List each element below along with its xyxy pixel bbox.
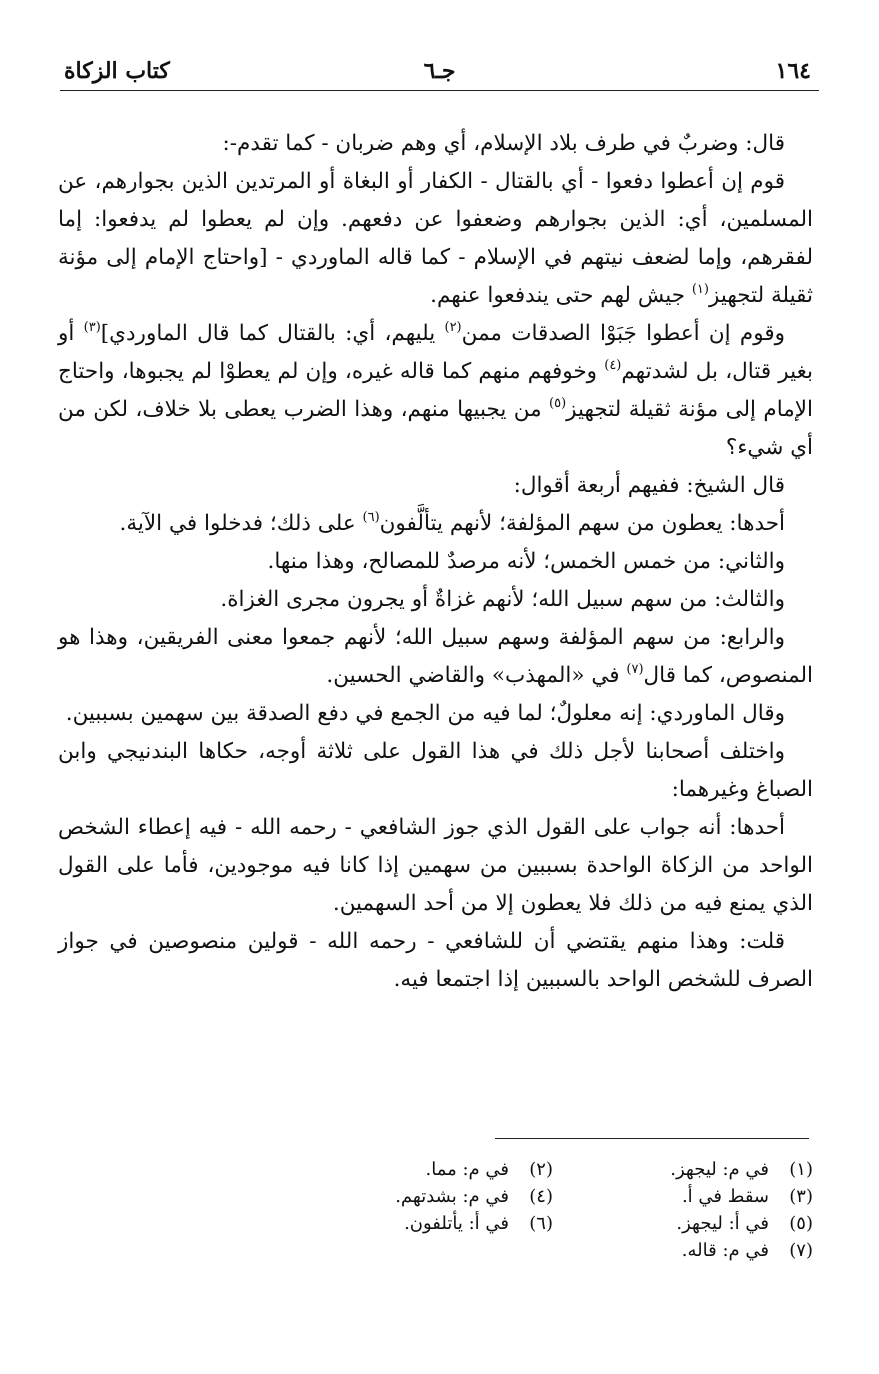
paragraph [58, 543, 813, 581]
paragraph-text: وقال الماوردي: إنه معلولٌ؛ لما فيه من الجمع في دفع الصدقة بين سهمين بسببين. [65, 701, 785, 726]
footnote-text: في م: مما. [425, 1159, 509, 1180]
paragraph-text: وقوم إن أعطوا جَبَوْا الصدقات ممن [461, 321, 785, 346]
paragraph-text: قلت: وهذا منهم يقتضي أن للشافعي - رحمه الله - قولين منصوصين في جواز الصرف للشخص الواحد بالسببين إذا اجتمعا فيه. [58, 929, 813, 992]
paragraph-text: قال: وضربٌ في طرف بلاد الإسلام، أي وهم ضربان - كما تقدم-: [222, 131, 785, 156]
footnote-7 [553, 1237, 813, 1264]
footnote-number: (٤) [529, 1186, 553, 1207]
footnote-4 [293, 1183, 553, 1210]
paragraph [58, 315, 813, 467]
footnote-text: في م: ليجهز. [670, 1159, 769, 1180]
footnote-row [293, 1156, 813, 1183]
paragraph-text: قوم إن أعطوا دفعوا - أي بالقتال - الكفار أو البغاة أو المرتدين الذين بجوارهم، عن المسلمين، أي: الذين بجوارهم وضعفوا عن دفعهم. وإن لم يعطوا لم يدفعوا: إما لفقرهم، وإما لضعف نيتهم في الإسلام - كما قاله الماوردي - [واحتاج الإمام إلى مؤنة ثقيلة لتجهيز [58, 169, 813, 308]
footnote-text: سقط في أ. [681, 1186, 769, 1207]
footnote-number: (٧) [789, 1240, 813, 1261]
footnote-number: (٦) [529, 1213, 553, 1234]
footnote-ref: (٢) [444, 320, 462, 335]
footnote-text: في م: قاله. [681, 1240, 769, 1261]
paragraph [58, 695, 813, 733]
footnote-3 [553, 1183, 813, 1210]
footnote-number: (٣) [789, 1186, 813, 1207]
paragraph-text: أحدها: يعطون من سهم المؤلفة؛ لأنهم يتألَّفون [379, 511, 785, 536]
page-number: ١٦٤ [775, 58, 811, 84]
paragraph [58, 505, 813, 543]
paragraph [58, 581, 813, 619]
running-header [60, 50, 819, 91]
paragraph [58, 125, 813, 163]
paragraph-text: قال الشيخ: ففيهم أربعة أقوال: [513, 473, 785, 498]
footnote-row [293, 1237, 813, 1264]
footnote-ref: (٣) [83, 320, 101, 335]
paragraph [58, 163, 813, 315]
paragraph-text: وخوفهم منهم كما قاله غيره، وإن لم يعطوْا لم يجبوها، واحتاج الإمام إلى مؤنة ثقيلة لتجهيز [58, 359, 814, 422]
paragraph-text: يليهم، أي: بالقتال كما قال الماوردي] [100, 321, 445, 346]
paragraph [58, 733, 813, 809]
paragraph [58, 923, 813, 999]
volume-number: جـ٦ [423, 58, 456, 84]
footnote-2 [293, 1156, 553, 1183]
paragraph-text: والثاني: من خمس الخمس؛ لأنه مرصدٌ للمصالح، وهذا منها. [267, 549, 785, 574]
footnote-ref: (١) [691, 282, 709, 297]
footnote-number: (١) [789, 1159, 813, 1180]
book-title: كتاب الزكاة [64, 58, 170, 84]
footnote-text: في م: بشدتهم. [395, 1186, 509, 1207]
footnote-ref: (٥) [549, 396, 567, 411]
paragraph-text: من يجبيها منهم، وهذا الضرب يعطى بلا خلاف، لكن من أي شيء؟ [58, 397, 813, 460]
paragraph-text: واختلف أصحابنا لأجل ذلك في هذا القول على ثلاثة أوجه، حكاها البندنيجي وابن الصباغ وغيرهما: [58, 739, 813, 802]
footnote-divider [495, 1138, 809, 1139]
paragraph-text: جيش لهم حتى يندفعوا عنهم. [430, 283, 692, 308]
paragraph-text: والثالث: من سهم سبيل الله؛ لأنهم غزاةٌ أو يجرون مجرى الغزاة. [220, 587, 785, 612]
footnote-1 [553, 1156, 813, 1183]
paragraph-text: أحدها: أنه جواب على القول الذي جوز الشافعي - رحمه الله - فيه إعطاء الشخص الواحد من الزكاة الواحدة بسببين من سهمين إذا كانا فيه موجودين، فأما على القول الذي يمنع فيه من ذلك فلا يعطون إلا من أحد السهمين. [58, 815, 813, 916]
paragraph [58, 809, 813, 923]
paragraph-text: في «المهذب» والقاضي الحسين. [326, 663, 627, 688]
paragraph-text: أو بغير قتال، بل لشدتهم [58, 321, 813, 384]
footnote-ref: (٧) [626, 662, 644, 677]
footnote-row [293, 1183, 813, 1210]
main-text [58, 125, 813, 999]
footnote-text: في أ: يأتلفون. [404, 1213, 509, 1234]
paragraph-text: والرابع: من سهم المؤلفة وسهم سبيل الله؛ لأنهم جمعوا معنى الفريقين، وهذا هو المنصوص، كما قال [58, 625, 813, 688]
footnote-number: (٢) [529, 1159, 553, 1180]
footnotes [293, 1156, 813, 1264]
footnote-ref: (٤) [604, 358, 622, 373]
footnote-text: في أ: ليجهز. [676, 1213, 769, 1234]
footnote-ref: (٦) [362, 510, 380, 525]
paragraph [58, 467, 813, 505]
footnote-number: (٥) [789, 1213, 813, 1234]
paragraph [58, 619, 813, 695]
footnote-row [293, 1210, 813, 1237]
paragraph-text: على ذلك؛ فدخلوا في الآية. [119, 511, 363, 536]
footnote-5 [553, 1210, 813, 1237]
footnote-6 [293, 1210, 553, 1237]
